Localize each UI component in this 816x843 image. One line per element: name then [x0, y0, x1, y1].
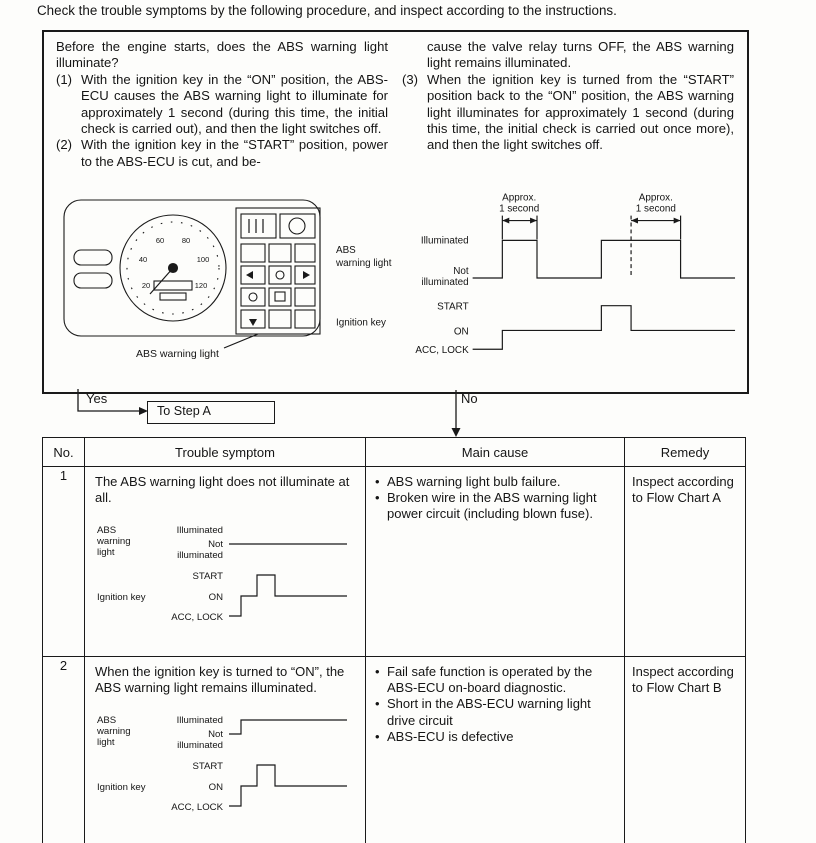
measurement-bracket-2: [631, 216, 681, 278]
step-number: (1): [56, 71, 73, 87]
svg-text:40: 40: [138, 255, 148, 264]
ignition-waveform: [229, 575, 347, 616]
step-text: With the ignition key in the “START” position, power to the ABS-ECU is cut, and be-: [81, 137, 388, 169]
svg-text:100: 100: [196, 255, 210, 264]
abs-signal-label2: warning: [97, 536, 131, 548]
illuminated-label: Illuminated: [420, 235, 469, 247]
on-label: ON: [208, 782, 223, 794]
header-no: No.: [43, 438, 85, 467]
row1-timing-diagram: [95, 521, 355, 623]
abs-signal-label2: warning: [97, 726, 131, 738]
acc-lock-label: ACC, LOCK: [171, 802, 223, 814]
table-row-2: [43, 657, 746, 843]
row-number: 1: [43, 467, 85, 657]
step-text: When the ignition key is turned from the “START” position back to the “ON” position, the ABS warning light illuminates for approximately 1 second (during this time, the initial check is carried out once more), and then the light switches off.: [427, 71, 734, 153]
abs-waveform: [229, 720, 347, 734]
header-main-cause: Main cause: [366, 438, 625, 467]
warning-light-panel: [236, 208, 320, 334]
approx-label: Approx.: [502, 192, 537, 204]
acc-lock-label: ACC, LOCK: [171, 612, 223, 624]
cluster-body: [64, 200, 320, 336]
on-label: ON: [453, 326, 469, 338]
svg-text:120: 120: [194, 281, 208, 290]
procedure-step-3: [402, 72, 734, 154]
not-illuminated-label2: illuminated: [421, 276, 469, 288]
header-trouble-symptom: Trouble symptom: [85, 438, 366, 467]
illuminated-label: Illuminated: [176, 525, 223, 537]
svg-text:80: 80: [181, 236, 191, 245]
ignition-key-label: Ignition key: [97, 782, 146, 794]
symptom-text: When the ignition key is turned to “ON”, the ABS warning light remains illuminated.: [95, 664, 345, 696]
cause-item: • Fail safe function is operated by the ABS-ECU on-board diagnostic.: [374, 664, 620, 696]
approx-label: Approx.: [638, 192, 673, 204]
cause-cell: [366, 467, 625, 657]
timing-diagram: [334, 190, 740, 362]
step-number: (2): [56, 137, 73, 153]
cause-list: [374, 664, 620, 745]
ignition-key-label: Ignition key: [97, 592, 146, 604]
symptom-cell: [85, 657, 366, 843]
procedure-continuation: cause the valve relay turns OFF, the ABS warning light remains illuminated.: [427, 39, 734, 71]
speedometer: [120, 215, 226, 321]
abs-signal-label2: warning light: [335, 258, 392, 270]
ignition-key-label: Ignition key: [335, 317, 387, 329]
procedure-col-right: [402, 39, 734, 170]
abs-signal-label3: light: [97, 737, 115, 749]
start-label: START: [192, 761, 223, 773]
no-label: No: [461, 391, 478, 406]
not-illuminated-label2: illuminated: [177, 550, 223, 562]
yes-arrow: [70, 389, 152, 417]
acc-lock-label: ACC, LOCK: [415, 345, 469, 357]
remedy-cell: Inspect according to Flow Chart B: [625, 657, 746, 843]
not-illuminated-label: Not: [208, 539, 223, 551]
procedure-step-2: [56, 137, 388, 170]
procedure-box: [42, 30, 749, 394]
ignition-waveform: [473, 306, 735, 350]
procedure-text: [44, 32, 747, 170]
remedy-cell: Inspect according to Flow Chart A: [625, 467, 746, 657]
not-illuminated-label: Not: [208, 729, 223, 741]
svg-text:20: 20: [141, 281, 151, 290]
cluster-caption: ABS warning light: [136, 348, 219, 360]
cause-item: • Broken wire in the ABS warning light power circuit (including blown fuse).: [374, 490, 620, 522]
row2-timing-diagram: [95, 711, 355, 813]
yes-label: Yes: [86, 391, 108, 406]
cause-cell: [366, 657, 625, 843]
svg-text:60: 60: [155, 236, 165, 245]
ignition-waveform: [229, 765, 347, 806]
abs-signal-label: ABS: [335, 245, 356, 257]
step-text: With the ignition key in the “ON” position, the ABS-ECU causes the ABS warning light to illuminate for approximately 1 second (during this time, the initial check is carried out), and then the light switches off.: [81, 71, 388, 137]
instrument-cluster-figure: [60, 188, 332, 370]
table-header-row: [43, 438, 746, 467]
cause-item: • ABS-ECU is defective: [374, 729, 620, 745]
cause-list: [374, 474, 620, 523]
procedure-question: Before the engine starts, does the ABS warning light illuminate?: [56, 39, 388, 71]
row-number: 2: [43, 657, 85, 843]
one-second-label: 1 second: [635, 203, 676, 215]
table-row-1: [43, 467, 746, 657]
illuminated-label: Illuminated: [176, 715, 223, 727]
intro-text: Check the trouble symptoms by the following procedure, and inspect according to the instructions.: [37, 3, 617, 18]
step-number: (3): [402, 71, 419, 87]
start-label: START: [192, 571, 223, 583]
procedure-step-1: [56, 72, 388, 138]
abs-signal-label: ABS: [97, 715, 117, 727]
not-illuminated-label: Not: [453, 266, 469, 278]
header-remedy: Remedy: [625, 438, 746, 467]
symptom-text: The ABS warning light does not illuminate at all.: [95, 474, 350, 506]
one-second-label: 1 second: [499, 203, 540, 215]
abs-waveform: [473, 240, 735, 278]
cause-item: • ABS warning light bulb failure.: [374, 474, 620, 490]
on-label: ON: [208, 592, 223, 604]
cause-item: • Short in the ABS-ECU warning light drive circuit: [374, 696, 620, 728]
trouble-table: [42, 437, 746, 843]
not-illuminated-label2: illuminated: [177, 740, 223, 752]
abs-signal-label3: light: [97, 547, 115, 559]
start-label: START: [437, 301, 469, 313]
symptom-cell: [85, 467, 366, 657]
procedure-col-left: [56, 39, 388, 170]
to-step-a-box: To Step A: [147, 401, 275, 424]
abs-signal-label: ABS: [97, 525, 117, 537]
measurement-bracket-1: [502, 216, 537, 240]
